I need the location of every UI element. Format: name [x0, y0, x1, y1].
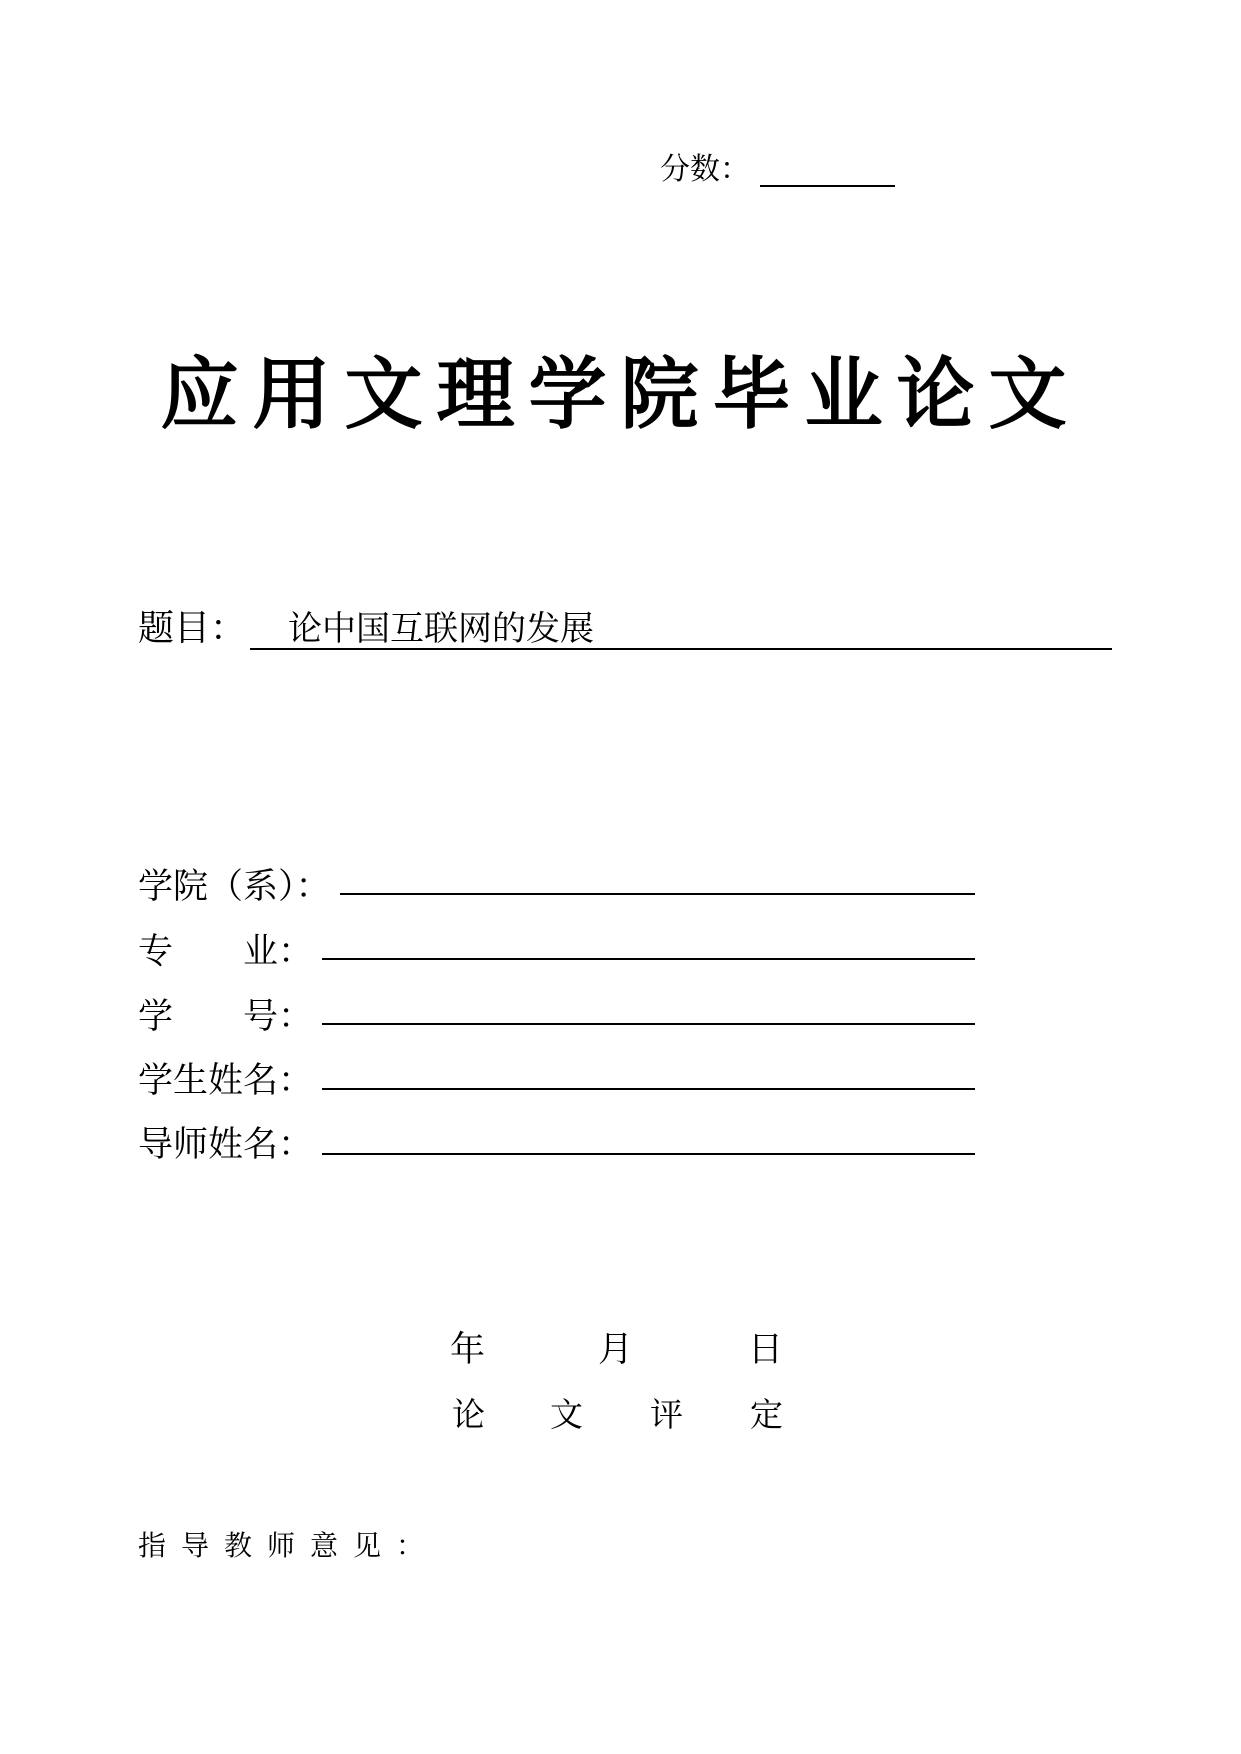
field-line-student-name[interactable] — [322, 1088, 975, 1090]
document-title: 应用文理学院毕业论文 — [160, 349, 1081, 440]
evaluation-char: 文 — [550, 1395, 583, 1434]
advisor-opinion-label: 指导教师意见： — [138, 1529, 440, 1562]
topic-input-line[interactable] — [250, 648, 1112, 650]
field-line-advisor-name[interactable] — [322, 1153, 975, 1155]
score-label: 分数： — [660, 152, 750, 187]
score-input-line[interactable] — [760, 185, 895, 187]
field-line-college[interactable] — [340, 893, 975, 895]
field-label-major: 专 业： — [138, 932, 314, 972]
field-label-college: 学院（系）： — [138, 867, 331, 907]
date-day: 日 — [748, 1330, 784, 1370]
topic-value: 论中国互联网的发展 — [288, 609, 594, 649]
evaluation-char: 论 — [452, 1395, 485, 1434]
date-month: 月 — [598, 1330, 634, 1370]
topic-label: 题目： — [138, 608, 247, 649]
evaluation-char: 定 — [750, 1395, 783, 1434]
field-label-student-name: 学生姓名： — [138, 1061, 314, 1101]
field-label-student-id: 学 号： — [138, 997, 314, 1037]
evaluation-char: 评 — [650, 1395, 683, 1434]
field-line-student-id[interactable] — [322, 1023, 975, 1025]
field-line-major[interactable] — [322, 958, 975, 960]
date-year: 年 — [450, 1330, 486, 1370]
field-label-advisor-name: 导师姓名： — [138, 1125, 314, 1165]
